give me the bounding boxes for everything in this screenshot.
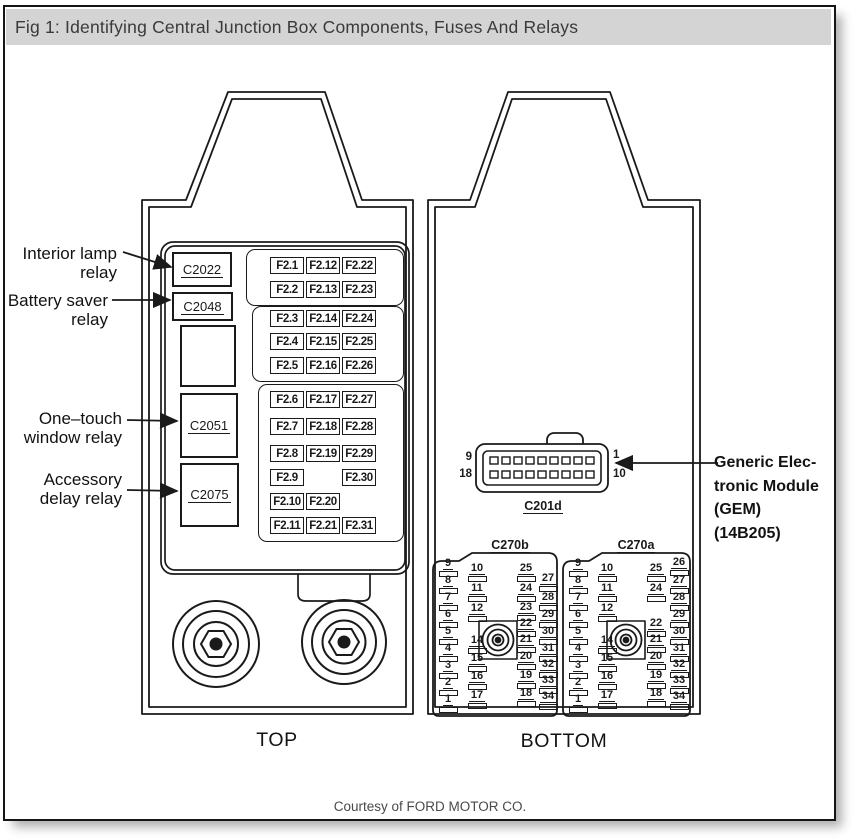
- callout-arrow-interior-lamp: [123, 252, 171, 267]
- callout-gem: Generic Elec- tronic Module (GEM) (14B205): [714, 454, 819, 542]
- fuse-cell: F2.29: [342, 445, 376, 462]
- gem-pin-label-10: 10: [613, 468, 626, 480]
- fuse-cell: F2.27: [342, 391, 376, 408]
- fuse-cell: F2.1: [270, 257, 304, 274]
- gem-pin-label-9: 9: [465, 451, 472, 463]
- fuse-cell: F2.23: [342, 281, 376, 298]
- connector-pin: 20: [513, 651, 539, 670]
- bottom-view-caption: BOTTOM: [520, 730, 608, 752]
- callout-battery-saver: Battery saver relay: [7, 291, 108, 329]
- fuse-cell: F2.25: [342, 333, 376, 350]
- connector-pin: 8: [435, 575, 461, 594]
- fuse-cell: F2.12: [306, 257, 340, 274]
- fuse-cell: F2.10: [270, 493, 304, 510]
- gem-pin-label-18: 18: [459, 468, 472, 480]
- connector-pin: 8: [565, 575, 591, 594]
- connector-pin: 22: [513, 618, 539, 637]
- fuse-cell: F2.2: [270, 281, 304, 298]
- connector-pin: 33: [666, 675, 692, 694]
- bolt-icon: [173, 600, 386, 687]
- connector-pin: 18: [643, 688, 669, 707]
- connector-pin: 26: [666, 557, 692, 576]
- connector-pin: 16: [594, 671, 620, 690]
- fuse-cell: F2.16: [306, 357, 340, 374]
- fuse-cell: F2.9: [270, 469, 304, 486]
- relay-c2048: C2048: [172, 292, 233, 321]
- fuse-cell: F2.4: [270, 333, 304, 350]
- fuse-cell: F2.14: [306, 310, 340, 327]
- connector-pin: 2: [565, 677, 591, 696]
- fuse-cell: F2.8: [270, 445, 304, 462]
- connector-pin: 7: [565, 592, 591, 611]
- connector-pin: 15: [594, 653, 620, 672]
- fuse-cell: F2.28: [342, 418, 376, 435]
- top-view-caption: TOP: [256, 729, 298, 751]
- connector-pin: 28: [535, 592, 561, 611]
- connector-pin: 1: [565, 694, 591, 713]
- connector-pin: 14: [594, 635, 620, 654]
- connector-pin: 6: [565, 609, 591, 628]
- fuse-cell: F2.31: [342, 517, 376, 534]
- fuse-cell: F2.30: [342, 469, 376, 486]
- connector-pin: 34: [535, 691, 561, 710]
- fuse-cell: F2.3: [270, 310, 304, 327]
- relay-c2022: C2022: [172, 252, 232, 287]
- connector-pin: 32: [535, 659, 561, 678]
- gem-pin-label-1: 1: [613, 449, 620, 461]
- relay-blank: [180, 325, 236, 387]
- connector-pin: 7: [435, 592, 461, 611]
- fuse-cell: F2.15: [306, 333, 340, 350]
- courtesy-note: Courtesy of FORD MOTOR CO.: [333, 799, 527, 814]
- callout-arrow-accessory-delay: [127, 490, 177, 491]
- fuse-cell: F2.20: [306, 493, 340, 510]
- callout-one-touch: One–touch window relay: [23, 409, 122, 447]
- figure-title: Fig 1: Identifying Central Junction Box Components, Fuses And Relays: [15, 16, 579, 37]
- connector-pin: 21: [513, 634, 539, 653]
- fuse-cell: F2.6: [270, 391, 304, 408]
- connector-pin: 1: [435, 694, 461, 713]
- connector-pin: 2: [435, 677, 461, 696]
- fuse-cell: F2.11: [270, 517, 304, 534]
- connector-c270b-name: C270b: [491, 538, 529, 552]
- connector-c270a-name: C270a: [617, 538, 655, 552]
- connector-pin: 9: [565, 558, 591, 577]
- connector-pin: 17: [464, 690, 490, 709]
- connector-pin: 30: [666, 626, 692, 645]
- connector-pin: 28: [666, 592, 692, 611]
- connector-pin: 10: [464, 563, 490, 582]
- connector-pin: 17: [594, 690, 620, 709]
- connector-pin: 34: [666, 691, 692, 710]
- connector-pin: 4: [565, 643, 591, 662]
- connector-pin: 33: [535, 675, 561, 694]
- connector-pin: 31: [666, 643, 692, 662]
- connector-pin: 15: [464, 653, 490, 672]
- connector-pin: 23: [513, 602, 539, 621]
- connector-pin: 10: [594, 563, 620, 582]
- connector-pin: 21: [643, 634, 669, 653]
- connector-pin: 5: [565, 626, 591, 645]
- relay-c2051: C2051: [180, 393, 238, 458]
- connector-pin: 6: [435, 609, 461, 628]
- connector-pin: 24: [513, 583, 539, 602]
- fuse-cell: F2.5: [270, 357, 304, 374]
- connector-pin: 18: [513, 688, 539, 707]
- connector-pin: 27: [535, 573, 561, 592]
- connector-pin: 4: [435, 643, 461, 662]
- gem-connector-name: C201d: [524, 499, 562, 513]
- relay-c2075: C2075: [180, 463, 239, 527]
- connector-pin: 19: [643, 670, 669, 689]
- connector-pin: 3: [435, 660, 461, 679]
- connector-pin: 11: [464, 583, 490, 602]
- connector-pin: 31: [535, 643, 561, 662]
- fuse-cell: F2.22: [342, 257, 376, 274]
- callout-accessory-delay: Accessory delay relay: [39, 470, 122, 508]
- fuse-cell: F2.19: [306, 445, 340, 462]
- connector-pin: 9: [435, 558, 461, 577]
- fuse-cell: F2.13: [306, 281, 340, 298]
- connector-pin: 32: [666, 659, 692, 678]
- connector-pin: 24: [643, 583, 669, 602]
- connector-pin: 14: [464, 635, 490, 654]
- fuse-cell: F2.24: [342, 310, 376, 327]
- connector-pin: 12: [594, 603, 620, 622]
- connector-pin: 12: [464, 603, 490, 622]
- connector-pin: 29: [535, 609, 561, 628]
- connector-pin: 5: [435, 626, 461, 645]
- fuse-cell: F2.26: [342, 357, 376, 374]
- gem-connector-outline: [476, 433, 608, 492]
- connector-pin: 3: [565, 660, 591, 679]
- figure-title-bar: [6, 9, 831, 45]
- fuse-cell: F2.18: [306, 418, 340, 435]
- callout-interior-lamp: Interior lamp relay: [22, 244, 117, 282]
- connector-pin: 20: [643, 651, 669, 670]
- connector-pin: 29: [666, 609, 692, 628]
- connector-pin: 22: [643, 618, 669, 637]
- fuse-cell: F2.7: [270, 418, 304, 435]
- connector-pin: 19: [513, 670, 539, 689]
- fuse-cell: F2.21: [306, 517, 340, 534]
- connector-pin: 16: [464, 671, 490, 690]
- connector-pin: 25: [513, 563, 539, 582]
- connector-pin: 25: [643, 563, 669, 582]
- connector-pin: 11: [594, 583, 620, 602]
- callout-arrow-one-touch: [127, 420, 177, 421]
- connector-pin: 30: [535, 626, 561, 645]
- connector-pin: 27: [666, 575, 692, 594]
- fuse-cell: F2.17: [306, 391, 340, 408]
